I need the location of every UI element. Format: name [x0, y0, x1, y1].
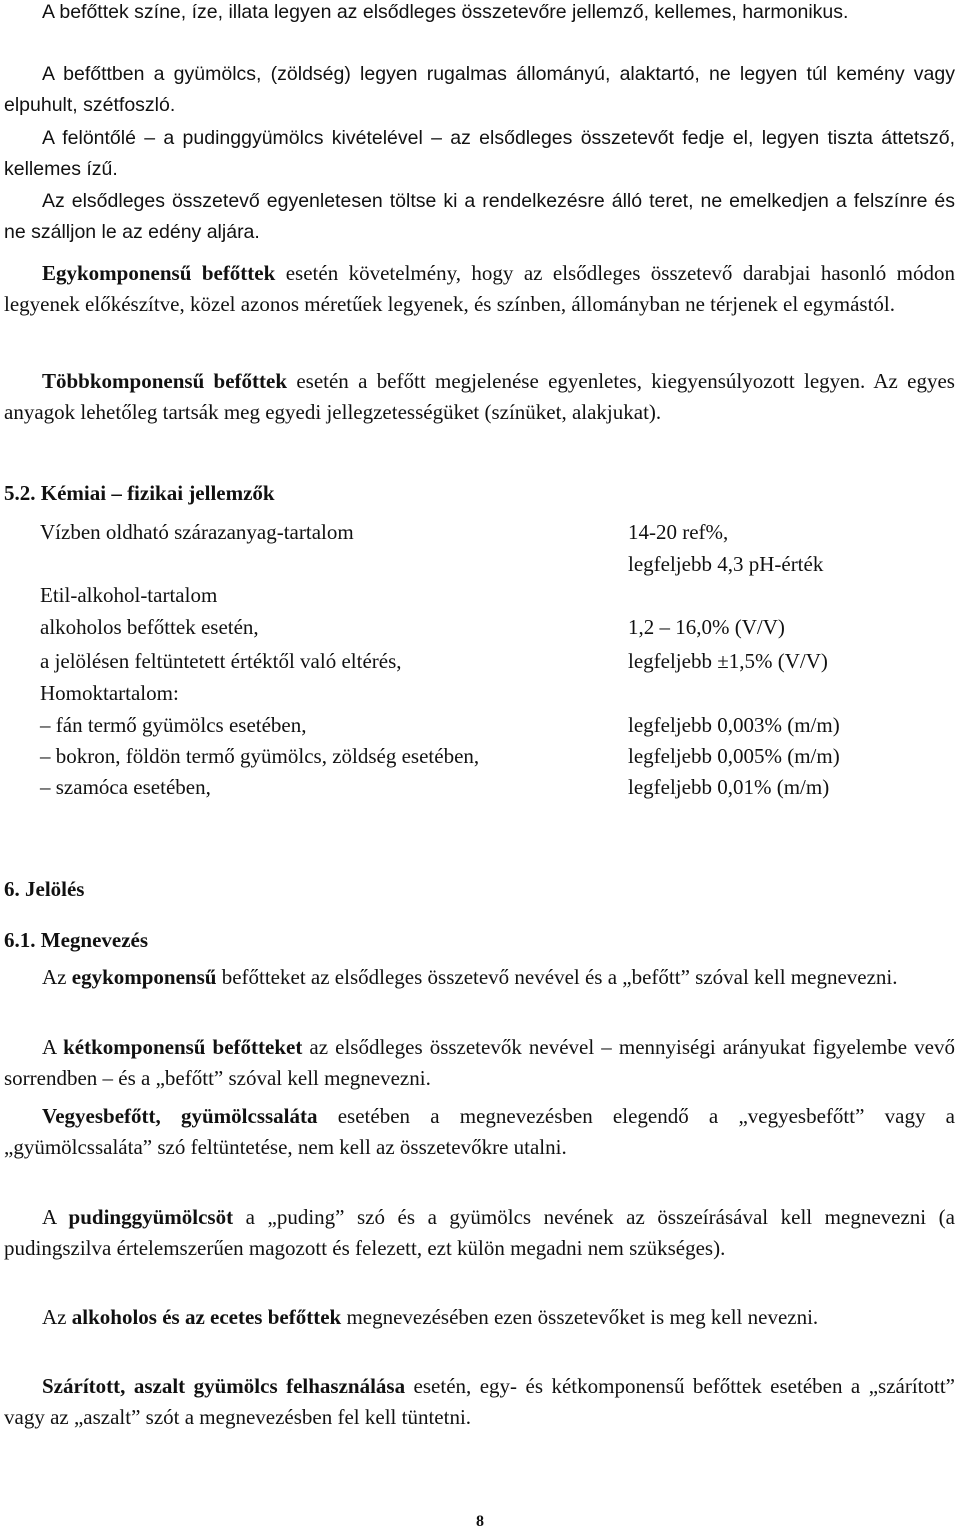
row-value: legfeljebb 0,005% (m/m) — [628, 744, 840, 768]
table-row — [40, 741, 940, 772]
quality-paragraph-color: A befőttek színe, íze, illata legyen az elsődleges összetevőre jellemző, kellemes, harmonikus. — [42, 1, 849, 23]
table-row — [40, 772, 940, 803]
naming-alcohol-paragraph: Az alkoholos és az ecetes befőttek megnevezésében ezen összetevőket is meg kell nevezni. — [42, 1305, 819, 1329]
row-value: 1,2 – 16,0% (V/V) — [628, 615, 785, 639]
table-row — [40, 678, 940, 709]
row-label: Vízben oldható szárazanyag-tartalom — [40, 520, 354, 544]
table-row — [40, 710, 940, 741]
quality-paragraph-texture: A befőttben a gyümölcs, (zöldség) legyen rugalmas állományú, alaktartó, ne legyen túl kemény vagy elpuhult, szétfoszló. — [4, 63, 955, 116]
row-value: 14-20 ref%, — [628, 520, 729, 544]
naming-two-component-paragraph: A kétkomponensű befőtteket az elsődleges összetevők nevével – mennyiségi arányukat figyelembe vevő sorrendben – és a „befőtt” szóval kell megnevezni. — [4, 1035, 955, 1090]
table-row — [40, 646, 940, 677]
table-row — [40, 517, 940, 548]
naming-mixed-paragraph: Vegyesbefőtt, gyümölcssaláta esetében a megnevezésben elegendő a „vegyesbefőtt” vagy a „gyümölcssaláta” szó feltüntetése, nem kell az összetevőkre utalni. — [4, 1104, 955, 1159]
section-6-heading: 6. Jelölés — [4, 877, 85, 901]
quality-paragraph-syrup: A felöntőlé – a pudinggyümölcs kivételével – az elsődleges összetevőt fedje el, legyen tiszta áttetsző, kellemes ízű. — [4, 127, 955, 180]
section-5-2-heading: 5.2. Kémiai – fizikai jellemzők — [4, 481, 275, 505]
multi-component-paragraph: Többkomponensű befőttek esetén a befőtt megjelenése egyenletes, kiegyensúlyozott legyen. Az egyes anyagok lehetőleg tartsák meg egyedi jellegzetességüket (színüket, alakjukat). — [4, 369, 955, 424]
naming-dried-fruit-paragraph: Szárított, aszalt gyümölcs felhasználása esetén, egy- és kétkomponensű befőttek esetében a „szárított” vagy az „aszalt” szót a megnevezésben fel kell tüntetni. — [4, 1374, 955, 1429]
section-6-1-heading: 6.1. Megnevezés — [4, 928, 149, 952]
row-value: legfeljebb 0,003% (m/m) — [628, 713, 840, 737]
row-value: legfeljebb 4,3 pH-érték — [628, 552, 824, 576]
table-row — [40, 580, 940, 611]
table-row — [40, 549, 940, 580]
row-label: alkoholos befőttek esetén, — [40, 615, 259, 639]
row-label: – bokron, földön termő gyümölcs, zöldség esetében, — [40, 744, 480, 768]
row-label: – szamóca esetében, — [40, 775, 211, 799]
row-label: Homoktartalom: — [40, 681, 179, 705]
single-component-term: Egykomponensű befőttek — [42, 261, 276, 285]
table-row — [40, 612, 940, 643]
page-number: 8 — [476, 1513, 484, 1530]
row-label: – fán termő gyümölcs esetében, — [40, 713, 307, 737]
row-label: a jelölésen feltüntetett értéktől való eltérés, — [40, 649, 402, 673]
row-value: legfeljebb 0,01% (m/m) — [628, 775, 830, 799]
naming-pudding-paragraph: A pudinggyümölcsöt a „puding” szó és a gyümölcs nevének az összeírásával kell megnevezni (a pudingszilva értelemszerűen magozott és felezett, ezt külön megadni nem szükséges). — [4, 1205, 955, 1260]
row-value: legfeljebb ±1,5% (V/V) — [628, 649, 828, 673]
row-label: Etil-alkohol-tartalom — [40, 583, 218, 607]
naming-single-paragraph: Az egykomponensű befőtteket az elsődleges összetevő nevével és a „befőtt” szóval kell megnevezni. — [42, 965, 898, 989]
multi-component-term: Többkomponensű befőttek — [42, 369, 288, 393]
single-component-paragraph: Egykomponensű befőttek esetén követelmény, hogy az elsődleges összetevő darabjai hasonló módon legyenek előkészítve, közel azonos méretűek legyenek, és színben, állományban ne térjenek el egymástól. — [4, 261, 955, 316]
quality-paragraph-filling: Az elsődleges összetevő egyenletesen töltse ki a rendelkezésre álló teret, ne emelkedjen a felszínre és ne szálljon le az edény aljára. — [4, 190, 955, 243]
